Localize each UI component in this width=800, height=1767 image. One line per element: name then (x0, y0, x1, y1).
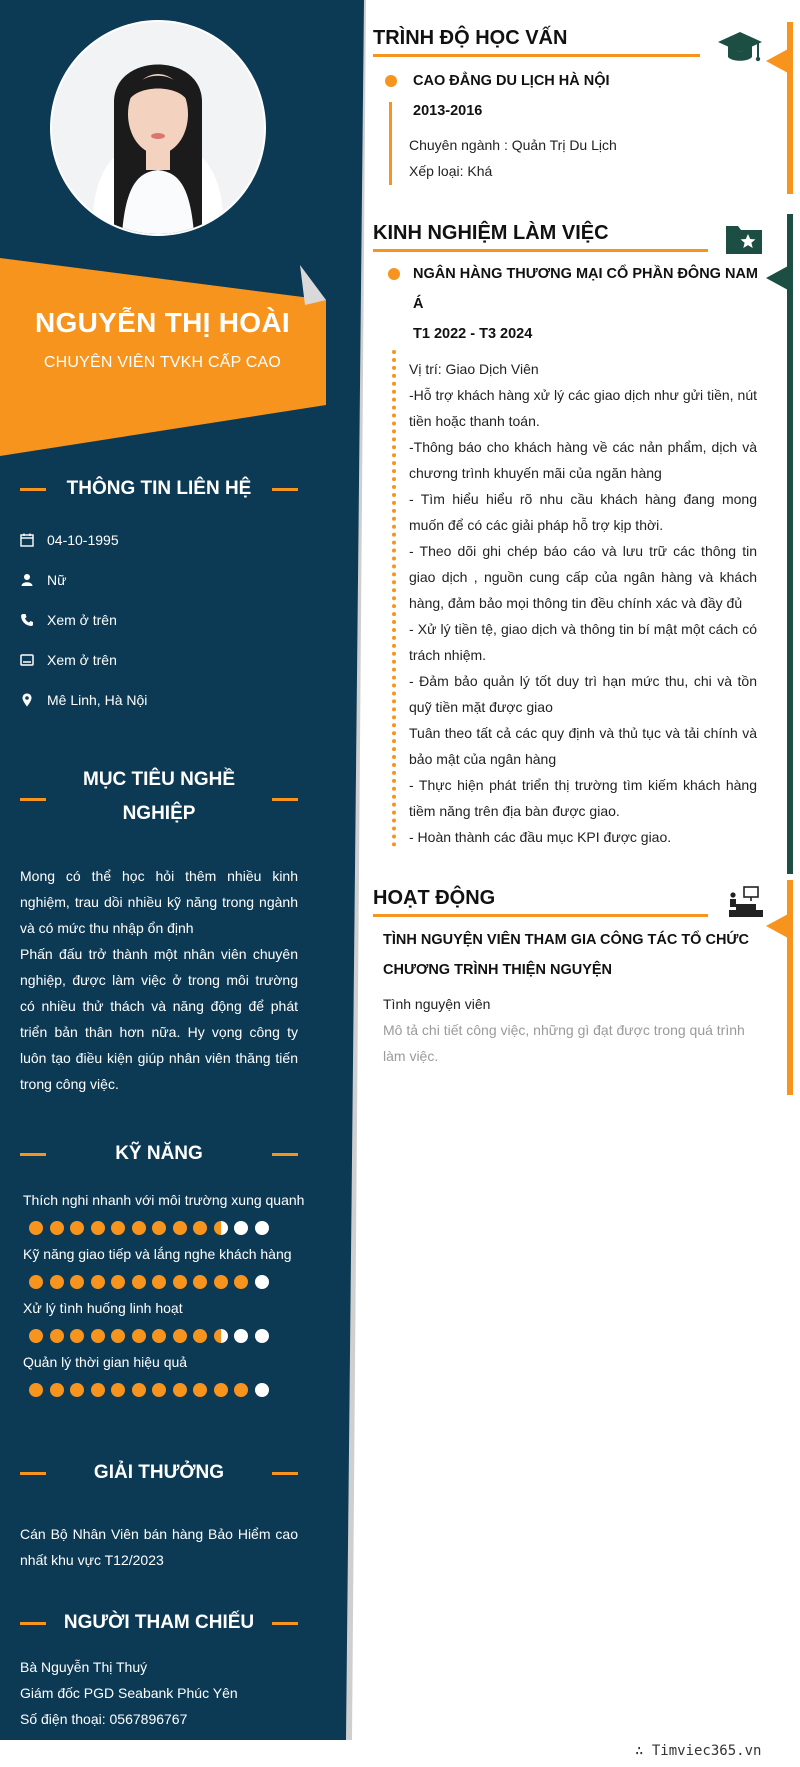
skill-dot (50, 1329, 64, 1343)
heading-bar-right (272, 798, 298, 801)
education-timeline (389, 102, 392, 185)
contact-heading-text: THÔNG TIN LIÊN HỆ (66, 478, 252, 499)
experience-heading: KINH NGHIỆM LÀM VIỆC (373, 222, 609, 244)
skill-dot (255, 1275, 269, 1289)
skill-dot (29, 1329, 43, 1343)
activities-heading: HOẠT ĐỘNG (373, 887, 496, 909)
heading-bar-right (272, 1153, 298, 1156)
location-icon (20, 693, 34, 707)
skill-dot (214, 1383, 228, 1397)
skill-label: Thích nghi nhanh với môi trường xung quanh (23, 1192, 305, 1208)
awards-heading (20, 1456, 298, 1490)
skill-dot (132, 1275, 146, 1289)
objective-heading (20, 763, 298, 831)
skill-dot (111, 1329, 125, 1343)
skill-dot (193, 1221, 207, 1235)
education-period: 2013-2016 (413, 103, 483, 119)
skill-dot (193, 1329, 207, 1343)
calendar-icon (20, 533, 34, 547)
awards-heading-text: GIẢI THƯỞNG (93, 1462, 225, 1483)
email-value: Xem ở trên (47, 652, 117, 668)
contact-phone (20, 609, 300, 631)
experience-side-bar (787, 214, 793, 874)
skills-heading (20, 1137, 298, 1171)
skill-dot (91, 1383, 105, 1397)
skill-dot (29, 1383, 43, 1397)
full-name: NGUYỄN THỊ HOÀI (35, 307, 290, 338)
user-icon (20, 573, 34, 587)
skill-dot (214, 1275, 228, 1289)
experience-period: T1 2022 - T3 2024 (413, 326, 533, 342)
reference-position: Giám đốc PGD Seabank Phúc Yên (20, 1685, 238, 1701)
birthday-value: 04-10-1995 (47, 532, 119, 548)
skill-dot (70, 1329, 84, 1343)
skill-dot (70, 1275, 84, 1289)
skill-dot (234, 1275, 248, 1289)
skill-dot (255, 1329, 269, 1343)
skill-dot (50, 1383, 64, 1397)
skill-dot (193, 1275, 207, 1289)
skill-dot (234, 1383, 248, 1397)
podium-icon (726, 883, 766, 919)
reference-phone: Số điện thoại: 0567896767 (20, 1711, 188, 1727)
education-grade: Xếp loại: Khá (409, 163, 493, 179)
experience-underline (373, 249, 708, 252)
skill-dot (29, 1275, 43, 1289)
activities-underline (373, 914, 708, 917)
contact-address (20, 689, 300, 711)
experience-side-arrow (766, 266, 788, 290)
skill-dot (111, 1383, 125, 1397)
heading-bar-left (20, 1622, 46, 1625)
education-bullet (385, 75, 397, 87)
skill-dot (70, 1383, 84, 1397)
skill-dot (173, 1221, 187, 1235)
skill-dot (132, 1383, 146, 1397)
heading-bar-left (20, 1153, 46, 1156)
references-heading (20, 1606, 298, 1640)
activity-role: Tình nguyện viên (383, 996, 491, 1012)
skill-dot (29, 1221, 43, 1235)
education-major: Chuyên ngành : Quản Trị Du Lịch (409, 137, 617, 153)
skill-dot (234, 1221, 248, 1235)
heading-bar-left (20, 1472, 46, 1475)
skill-dot (234, 1329, 248, 1343)
objective-heading-line1: MỤC TIÊU NGHỀ (83, 769, 235, 790)
skill-dot (111, 1221, 125, 1235)
heading-bar-right (272, 488, 298, 491)
objective-text: Mong có thể học hỏi thêm nhiều kinh nghiệm, trau dồi nhiều kỹ năng trong ngành và có mức thu nhập ổn định Phấn đấu trở thành một nhân viên chuyên nghiệp, được làm việc ở trong môi trường có nhiều thử thách và năng động để phát triển bản thân hơn nữa. Hy vọng công ty luôn tạo điều kiện giúp nhân viên thăng tiến trong công việc. (20, 868, 298, 1092)
education-heading: TRÌNH ĐỘ HỌC VẤN (373, 27, 568, 49)
skill-dot (91, 1221, 105, 1235)
heading-bar-left (20, 798, 46, 801)
education-side-bar (787, 22, 793, 194)
activities-side-bar (787, 880, 793, 1095)
skill-dot (173, 1383, 187, 1397)
activities-side-arrow (766, 914, 788, 938)
job-title: CHUYÊN VIÊN TVKH CẤP CAO (43, 354, 282, 371)
email-icon (20, 653, 34, 667)
activity-description: Mô tả chi tiết công việc, những gì đạt được trong quá trình làm việc. (383, 1022, 745, 1064)
skill-dot (91, 1329, 105, 1343)
experience-timeline (392, 350, 396, 847)
skill-label: Kỹ năng giao tiếp và lắng nghe khách hàng (23, 1246, 292, 1262)
skill-dot (50, 1275, 64, 1289)
skill-dot (132, 1221, 146, 1235)
skill-dot (50, 1221, 64, 1235)
skill-dot (214, 1329, 228, 1343)
skill-dot (152, 1275, 166, 1289)
address-value: Mê Linh, Hà Nội (47, 692, 148, 708)
experience-description: Vị trí: Giao Dịch Viên -Hỗ trợ khách hàng xử lý các giao dịch như gửi tiền, nút tiền hoặc thanh toán. -Thông báo cho khách hàng về các nản phẩm, dịch và chương trình khuyến mãi của ngăn hàng - Tìm hiểu hiểu rõ nhu cầu khách hàng đang mong muốn để có các giải pháp hỗ trợ kịp thời. - Theo dõi ghi chép báo cáo và lưu trữ các thông tin giao dịch , nguồn cung cấp của ngân hàng và khách hàng, đảm bảo mọi thông tin đều chính xác và đầy đủ - Xử lý tiền tệ, giao dịch và thông tin bí mật một cách có trách nhiệm. - Đảm bảo quản lý tốt duy trì hạn mức thu, chi và tồn quỹ tiền mặt được giao Tuân theo tất cả các quy định và thủ tục và tải chính và bảo mật của ngân hàng - Thực hiện phát triển thị trường tìm kiếm khách hàng tiềm năng trên địa bàn được giao. - Hoàn thành các đầu mục KPI được giao. (409, 361, 757, 845)
awards-text: Cán Bộ Nhân Viên bán hàng Bảo Hiểm cao nhất khu vực T12/2023 (20, 1526, 298, 1568)
skill-dot (214, 1221, 228, 1235)
folder-star-icon (724, 222, 764, 256)
skill-dot (152, 1383, 166, 1397)
heading-bar-right (272, 1622, 298, 1625)
reference-name: Bà Nguyễn Thị Thuý (20, 1659, 148, 1675)
phone-value: Xem ở trên (47, 612, 117, 628)
education-underline (373, 54, 700, 57)
company-name-line2: Á (413, 296, 424, 312)
heading-bar-left (20, 488, 46, 491)
contact-heading (20, 472, 298, 506)
skill-dot (70, 1221, 84, 1235)
skill-dot (111, 1275, 125, 1289)
skill-dot (255, 1221, 269, 1235)
phone-icon (20, 613, 34, 627)
company-name-line1: NGÂN HÀNG THƯƠNG MẠI CỔ PHẦN ĐÔNG NAM (413, 266, 758, 282)
watermark: ∴ Timviec365.vn (635, 1743, 762, 1759)
skill-dot (173, 1329, 187, 1343)
school-name: CAO ĐẲNG DU LỊCH HÀ NỘI (413, 73, 610, 89)
activity-title: TÌNH NGUYỆN VIÊN THAM GIA CÔNG TÁC TỔ CHỨC CHƯƠNG TRÌNH THIỆN NGUYỆN (383, 932, 749, 978)
skill-label: Xử lý tình huống linh hoạt (23, 1300, 183, 1316)
references-heading-text: NGƯỜI THAM CHIẾU (63, 1612, 255, 1633)
skill-dot (152, 1329, 166, 1343)
skill-label: Quản lý thời gian hiệu quả (23, 1354, 188, 1370)
skill-dot (132, 1329, 146, 1343)
skills-heading-text: KỸ NĂNG (115, 1143, 203, 1164)
skill-dot (255, 1383, 269, 1397)
objective-heading-line2: NGHIỆP (122, 803, 196, 824)
education-side-arrow (766, 49, 788, 73)
gender-value: Nữ (47, 572, 67, 588)
skill-dot (173, 1275, 187, 1289)
skill-dot (152, 1221, 166, 1235)
profile-photo (52, 22, 264, 234)
contact-email (20, 649, 300, 671)
graduation-cap-icon (716, 30, 764, 66)
heading-bar-right (272, 1472, 298, 1475)
skill-dot (91, 1275, 105, 1289)
experience-bullet (388, 268, 400, 280)
contact-gender (20, 569, 300, 591)
skill-dot (193, 1383, 207, 1397)
contact-birthday (20, 529, 300, 551)
